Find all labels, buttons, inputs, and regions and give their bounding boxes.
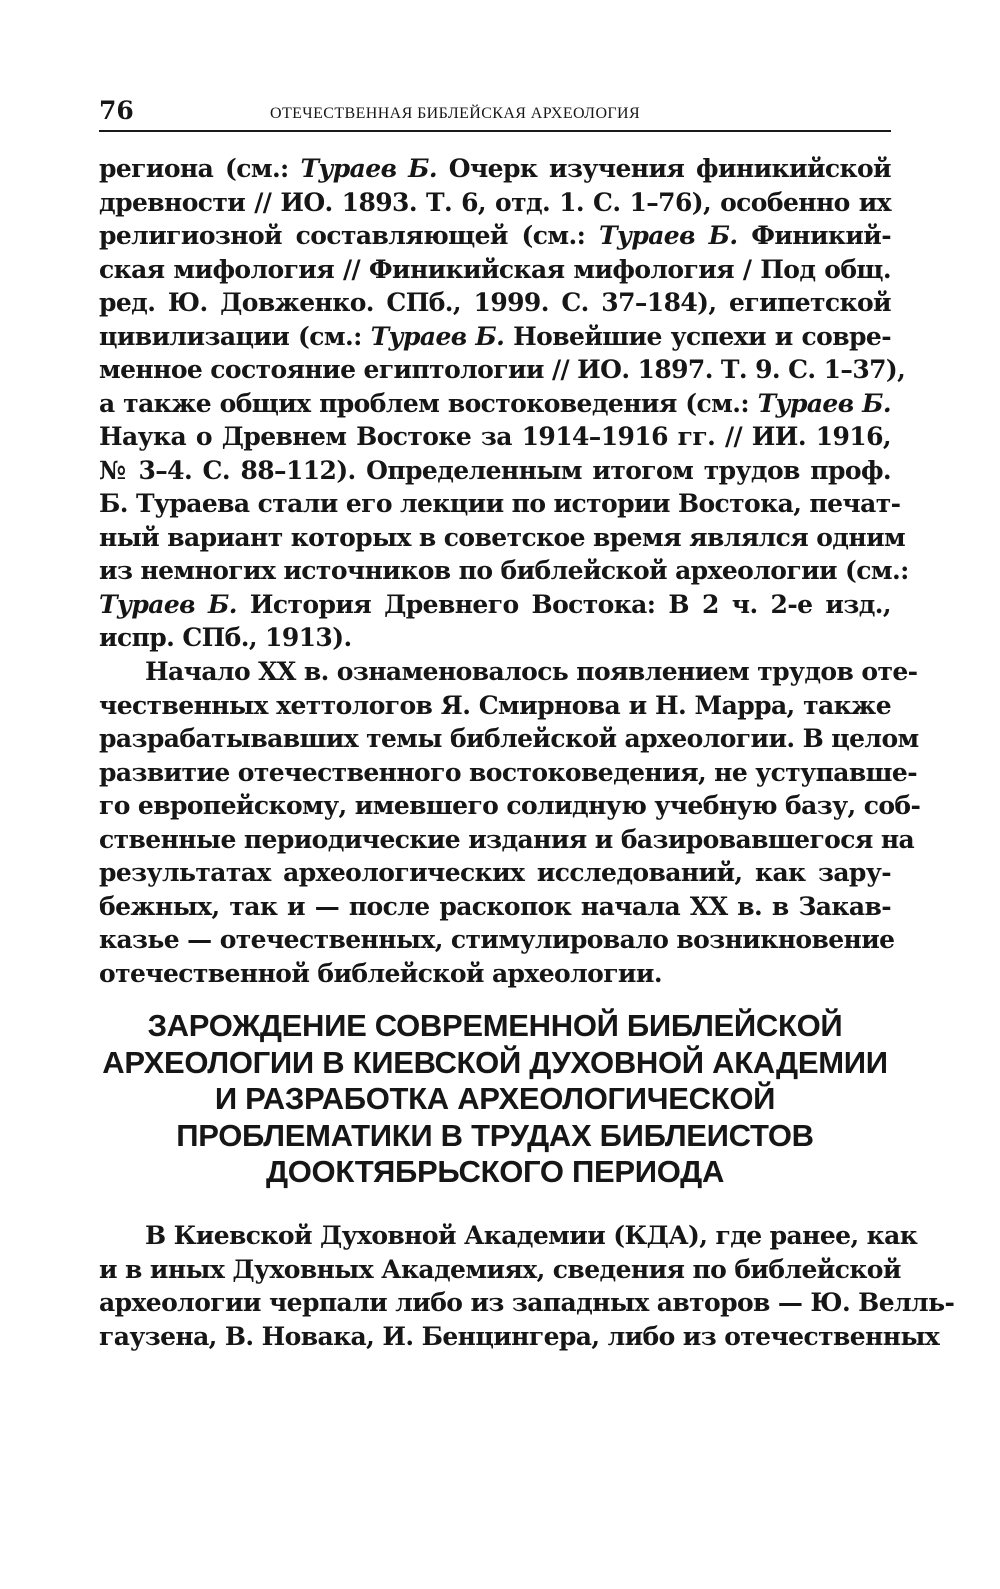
- text-line: разрабатывавших темы библейской археологии. В целом: [99, 724, 919, 753]
- text-line: го европейскому, имевшего солидную учебную базу, соб-: [99, 791, 921, 820]
- running-title: ОТЕЧЕСТВЕННАЯ БИБЛЕЙСКАЯ АРХЕОЛОГИЯ: [270, 105, 641, 122]
- text-run: ный вариант которых в советское время являлся одним: [99, 522, 906, 552]
- text-line: развитие отечественного востоковедения, не уступавше-: [99, 757, 917, 787]
- section-heading: [99, 1008, 891, 1191]
- page-number: 76: [99, 96, 134, 125]
- text-line: [99, 554, 909, 588]
- text-line: [99, 420, 891, 454]
- text-run: История Древнего Востока: В 2 ч. 2-е изд.,: [236, 589, 891, 619]
- text-run: Наука о Древнем Востоке за 1914–1916 гг. // ИИ. 1916,: [99, 422, 891, 451]
- text-line: [99, 152, 891, 186]
- text-line: [99, 521, 906, 555]
- text-line: [99, 353, 906, 387]
- text-line: бежных, так и — после раскопок начала XX в. в Закав-: [99, 891, 891, 921]
- paragraph-3: [99, 1219, 955, 1353]
- heading-line: ПРОБЛЕМАТИКИ В ТРУДАХ БИБЛЕИСТОВ: [176, 1117, 814, 1153]
- text-line: ственные периодические издания и базировавшегося на: [99, 824, 915, 854]
- text-line: [99, 253, 891, 287]
- text-run: из немногих источников по библейской археологии (см.:: [99, 556, 909, 585]
- text-run: религиозной составляющей (см.:: [99, 221, 599, 250]
- heading-line: ЗАРОЖДЕНИЕ СОВРЕМЕННОЙ БИБЛЕЙСКОЙ: [147, 1008, 843, 1043]
- text-line: [99, 487, 901, 521]
- text-line: и в иных Духовных Академиях, сведения по библейской: [99, 1254, 901, 1284]
- text-line: [99, 387, 891, 421]
- text-run: региона (см.:: [99, 154, 301, 183]
- author-name: Тураев Б.: [300, 154, 438, 183]
- text-line: [99, 454, 891, 488]
- text-run: № 3–4. С. 88–112). Определенным итогом трудов проф.: [99, 455, 891, 485]
- heading-line: И РАЗРАБОТКА АРХЕОЛОГИЧЕСКОЙ: [214, 1081, 776, 1116]
- text-line: результатах археологических исследований, как зару-: [99, 858, 891, 887]
- text-run: цивилизации (см.:: [99, 321, 371, 351]
- text-line: казье — отечественных, стимулировало возникновение: [99, 925, 895, 954]
- text-line: Начало XX в. ознаменовалось появлением трудов оте-: [145, 657, 918, 686]
- paragraph-1: [99, 152, 909, 655]
- text-line: гаузена, В. Новака, И. Бенцингера, либо из отечественных: [99, 1321, 940, 1351]
- text-line: [99, 588, 891, 622]
- text-run: менное состояние египтологии // ИО. 1897. Т. 9. С. 1–37),: [99, 355, 906, 384]
- text-line: отечественной библейской археологии.: [99, 958, 662, 988]
- text-run: ская мифология // Финикийская мифология / Под общ.: [99, 254, 891, 284]
- text-line: В Киевской Духовной Академии (КДА), где ранее, как: [145, 1221, 918, 1250]
- text-line: [99, 621, 891, 655]
- text-line: [99, 186, 891, 220]
- author-name: Тураев Б.: [598, 221, 738, 250]
- heading-line: ДООКТЯБРЬСКОГО ПЕРИОДА: [265, 1154, 725, 1189]
- text-line: [99, 286, 891, 320]
- text-line: археологии черпали либо из западных авторов — Ю. Велль-: [99, 1288, 955, 1317]
- author-name: Тураев Б.: [370, 321, 505, 351]
- text-run: Очерк изучения финикийской: [437, 154, 891, 183]
- text-run: Новейшие успехи и совре-: [504, 321, 891, 351]
- author-name: Тураев Б.: [99, 589, 237, 619]
- text-line: [99, 320, 891, 354]
- heading-line: АРХЕОЛОГИИ В КИЕВСКОЙ ДУХОВНОЙ АКАДЕМИИ: [102, 1044, 888, 1080]
- text-run: а также общих проблем востоковедения (см.:: [99, 388, 758, 418]
- paragraph-2: [99, 655, 921, 990]
- page-header: [99, 96, 891, 132]
- text-run: Б. Тураева стали его лекции по истории Востока, печат-: [99, 489, 901, 518]
- author-name: Тураев Б.: [757, 388, 891, 418]
- text-run: Финикий-: [737, 221, 892, 250]
- text-run: древности // ИО. 1893. Т. 6, отд. 1. С. 1–76), особенно их: [99, 187, 891, 217]
- text-line: чественных хеттологов Я. Смирнова и Н. Марра, также: [99, 690, 891, 720]
- text-line: [99, 219, 891, 253]
- text-run: ред. Ю. Довженко. СПб., 1999. С. 37–184), египетской: [99, 288, 891, 317]
- text-run: испр. СПб., 1913).: [99, 623, 352, 652]
